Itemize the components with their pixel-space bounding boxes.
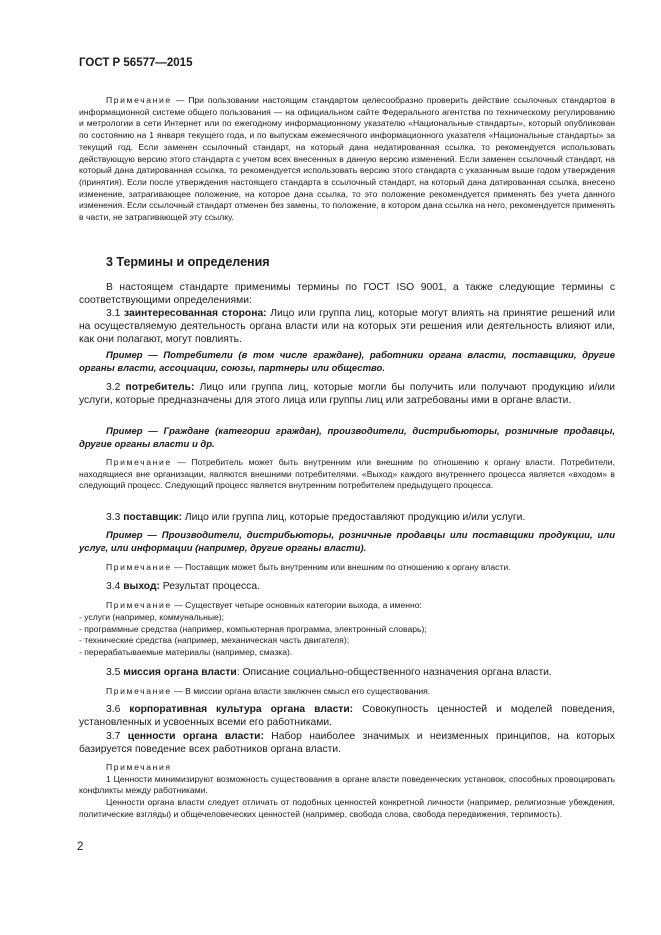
term-3-7 [79, 730, 615, 756]
term-number: 3.3 [106, 512, 121, 523]
term-definition: Лицо или группа лиц, которые могут влиять на принятие решений или на осуществляемую деятельность органа власти или на которых эти решения или деятельность влияют или, как они полагают, могут повлиять. [79, 308, 615, 346]
term-3-1 [79, 307, 615, 347]
list-item: - программные средства (например, компьютерная программа, электронный словарь); [79, 623, 427, 634]
term-3-2 [79, 381, 615, 407]
term-3-3 [79, 511, 615, 524]
note-3-2 [79, 457, 615, 492]
term-3-4 [79, 580, 615, 593]
example-3-1: Пример — Потребители (в том числе граждане), работники органа власти, поставщики, другие органы власти, ассоциации, союзы, партнеры или общество. [79, 350, 615, 374]
intro-note [79, 95, 615, 224]
term-number: 3.7 [106, 731, 121, 742]
note-continuation: Ценности органа власти следует отличать от подобных ценностей конкретной личности (например, религиозные убеждения, политические взгляды) и общечеловеческих ценностей (например, свобода слова, свобода передвижения, терпимость). [79, 797, 615, 819]
note-label: Примечание [106, 600, 172, 610]
term-3-5 [79, 666, 615, 679]
term-name: корпоративная культура органа власти: [129, 704, 354, 715]
term-name: выход: [123, 581, 160, 592]
output-list [79, 612, 615, 659]
note-3-4 [79, 600, 615, 612]
example-3-3: Пример — Производители, дистрибьюторы, розничные продавцы или поставщики продукции, или услуг, или информации (например, другие органы власти). [79, 530, 615, 554]
list-item: - перерабатываемые материалы (например, смазка). [79, 647, 293, 658]
term-number: 3.1 [106, 308, 121, 319]
note-3-5 [79, 686, 615, 698]
notes-label: Примечания [106, 762, 172, 772]
note-label: Примечание [106, 562, 172, 572]
term-name: поставщик: [123, 512, 183, 523]
section-intro: В настоящем стандарте применимы термины по ГОСТ ISO 9001, а также следующие термины с соответствующими определениями: [79, 282, 615, 307]
document-header: ГОСТ Р 56577—2015 [79, 57, 193, 69]
term-number: 3.2 [106, 382, 121, 393]
term-name: ценности органа власти: [127, 731, 264, 742]
notes-3-7 [79, 762, 615, 821]
term-number: 3.5 [106, 667, 121, 678]
term-name: заинтересованная сторона: [124, 308, 267, 319]
term-definition: Лицо или группа лиц, которые могли бы получить или получают продукцию и/или услуги, которые предназначены для этого лица или группы лиц или затребованы ими в органе власти. [79, 382, 615, 407]
term-name: миссия органа власти [123, 667, 237, 678]
list-item: - технические средства (например, механическая часть двигателя); [79, 635, 350, 646]
note-text: — В миссии органа власти заключен смысл его существования. [174, 686, 431, 696]
note-text: — Потребитель может быть внутренним или внешним по отношению к органу власти. Потребители, находящиеся вне организации, являются внешними потребителями. «Выход» каждого внутреннего процесса является «входом» в следующий процесс. Следующий процесс является внутренним потребителем предыдущего процесса. [79, 457, 615, 491]
section-title: 3 Термины и определения [106, 255, 270, 269]
list-item: - услуги (например, коммунальные); [79, 612, 225, 622]
term-definition: Лицо или группа лиц, которые предоставляют продукцию и/или услуги. [184, 512, 526, 523]
term-definition: Набор наиболее значимых и неизменных принципов, на которых базируется поведение всех работников органа власти. [79, 731, 615, 756]
term-number: 3.6 [106, 704, 121, 715]
note-3-3 [79, 562, 615, 574]
term-definition: Результат процесса. [162, 581, 260, 592]
example-3-2: Пример — Граждане (категории граждан), производители, дистрибьюторы, розничные продавцы, другие органы власти и др. [79, 426, 615, 450]
note-text: — Поставщик может быть внутренним или внешним по отношению к органу власти. [174, 562, 511, 572]
note-text: — Существует четыре основных категории выхода, а именно: [174, 600, 422, 610]
note-label: Примечание [106, 686, 172, 696]
page-number: 2 [77, 841, 84, 853]
note-item: 1 Ценности минимизируют возможность существования в органе власти поведенческих установок, способных провоцировать конфликты между работниками. [79, 773, 615, 796]
note-label: Примечание [106, 457, 172, 467]
term-number: 3.4 [106, 581, 121, 592]
term-definition: : Описание социально-общественного назначения органа власти. [236, 667, 552, 678]
term-definition: Совокупность ценностей и моделей поведения, установленных и усвоенных всеми его работниками. [79, 704, 615, 729]
note-label: Примечание [106, 95, 172, 105]
term-3-6 [79, 703, 615, 729]
term-name: потребитель: [125, 382, 195, 393]
intro-note-text: — При пользовании настоящим стандартом целесообразно проверить действие ссылочных стандартов в информационной системе общего пользования — на официальном сайте Федерального агентства по техническому регулированию и метрологии в сети Интернет или по ежегодному информационному указателю «Национальные стандарты», который опубликован по состоянию на 1 января текущего года, и по выпускам ежемесячного информационного указателя «Национальные стандарты» за текущий год. Если заменен ссылочный стандарт, на который дана недатированная ссылка, то рекомендуется использовать действующую версию этого стандарта с учетом всех внесенных в данную версию изменений. Если заменен ссылочный стандарт, на который дана датированная ссылка, то рекомендуется использовать версию этого стандарта с указанным выше годом утверждения (принятия). Если после утверждения настоящего стандарта в ссылочный стандарт, на который дана датированная ссылка, внесено изменение, затрагивающее положение, на которое дана ссылка, то это положение рекомендуется применять без учета данного изменения. Если ссылочный стандарт отменен без замены, то положение, в котором дана ссылка на него, рекомендуется применять в части, не затрагивающей эту ссылку. [79, 95, 616, 223]
